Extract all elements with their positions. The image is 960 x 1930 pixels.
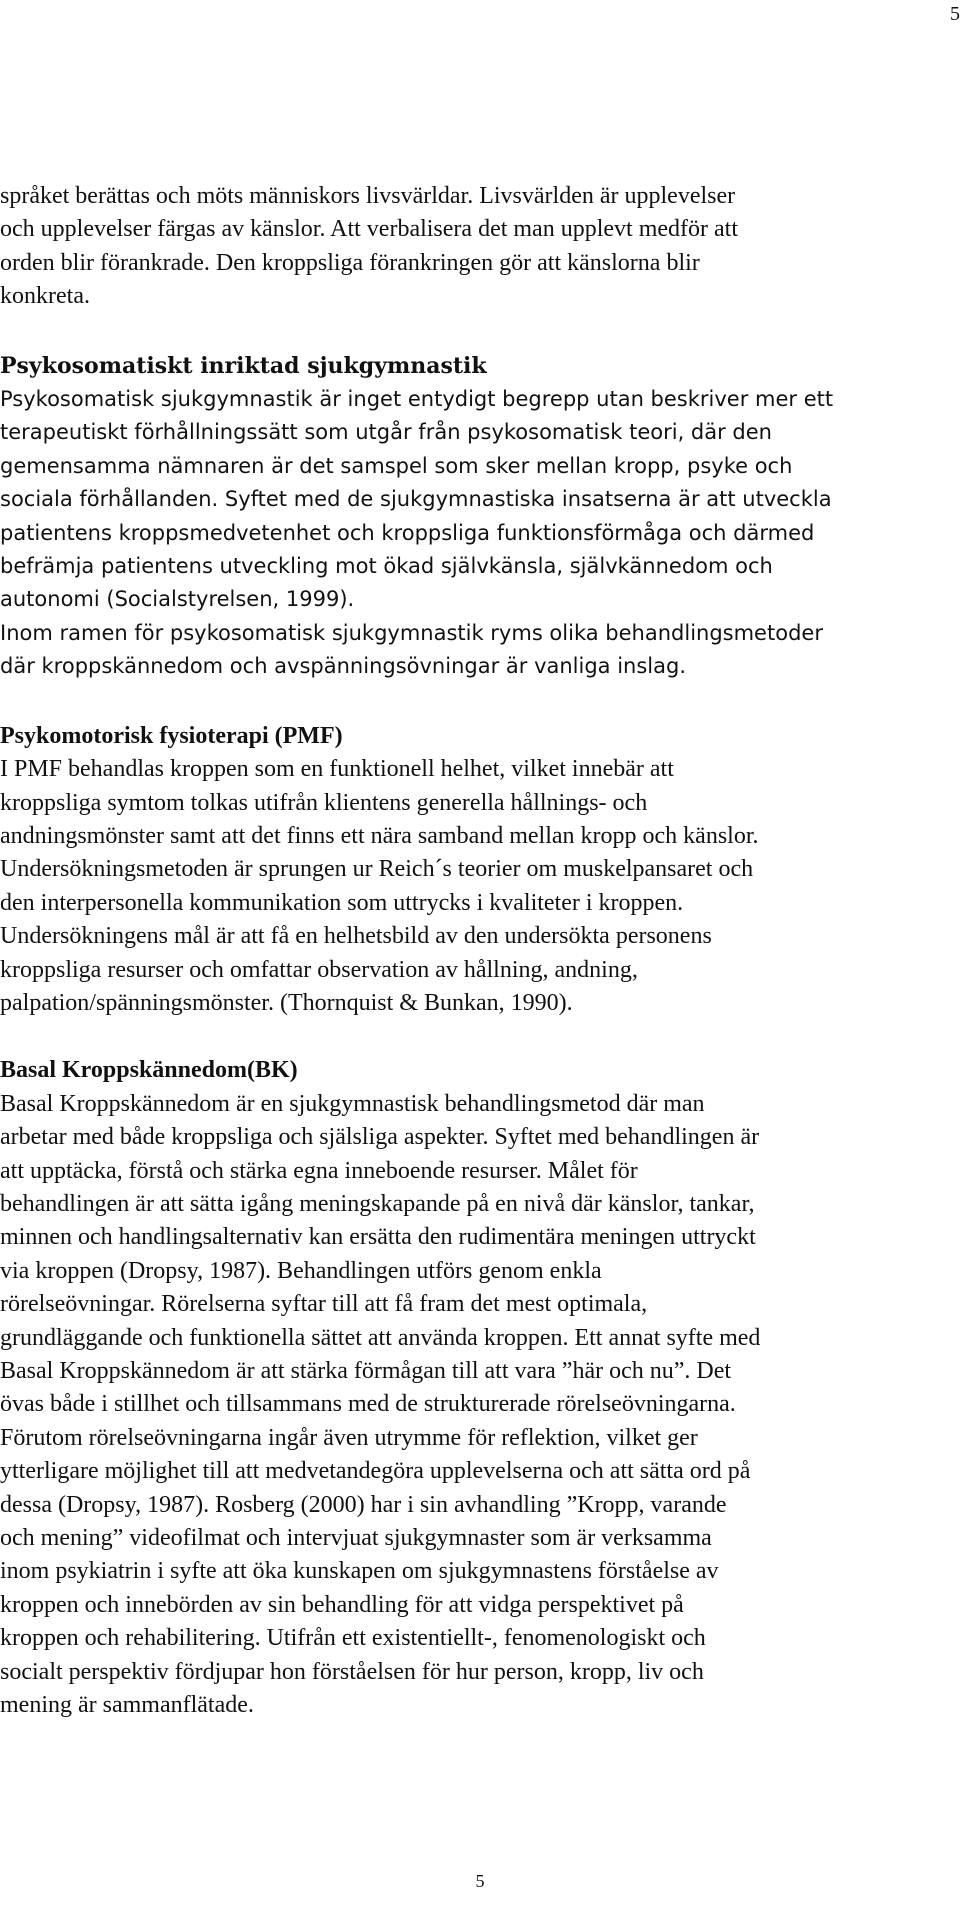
text-line: sociala förhållanden. Syftet med de sjukgymnastiska insatserna är att utveckla [0,487,832,512]
text-line: arbetar med både kroppsliga och själsliga aspekter. Syftet med behandlingen är [0,1124,760,1151]
text-line: Basal Kroppskännedom är att stärka förmågan till att vara ”här och nu”. Det [0,1358,732,1384]
section-heading: Basal Kroppskännedom(BK) [0,1057,298,1084]
text-line: via kroppen (Dropsy, 1987). Behandlingen utförs genom enkla [0,1257,602,1284]
section-spacer [0,1020,955,1054]
text-line: minnen och handlingsalternativ kan ersätta den rudimentära meningen uttryckt [0,1224,756,1251]
section-heading: Psykomotorisk fysioterapi (PMF) [0,722,343,749]
text-line: Undersökningsmetoden är sprungen ur Reich´s teorier om muskelpansaret och [0,856,754,883]
text-line: I PMF behandlas kroppen som en funktionell helhet, vilket innebär att [0,756,674,783]
text-line: andningsmönster samt att det finns ett nära samband mellan kropp och känslor. [0,822,759,849]
text-line: ytterligare möjlighet till att medvetandegöra upplevelserna och att sätta ord på [0,1458,751,1485]
document-body [0,180,955,1722]
text-line: konkreta. [0,283,90,310]
text-line: palpation/spänningsmönster. (Thornquist & Bunkan, 1990). [0,989,573,1016]
text-line: gemensamma nämnaren är det samspel som sker mellan kropp, psyke och [0,453,793,478]
page-number-top: 5 [950,3,960,25]
text-line: dessa (Dropsy, 1987). Rosberg (2000) har i sin avhandling ”Kropp, varande [0,1491,727,1518]
paragraph [0,1088,955,1723]
text-line: orden blir förankrade. Den kroppsliga förankringen gör att känslorna blir [0,249,700,276]
section-spacer [0,314,955,350]
text-line: grundläggande och funktionella sättet att använda kroppen. Ett annat syfte med [0,1324,761,1351]
text-line: den interpersonella kommunikation som uttrycks i kvaliteter i kroppen. [0,889,684,916]
paragraph [0,753,955,1020]
text-line: autonomi (Socialstyrelsen, 1999). [0,587,355,612]
text-line: inom psykiatrin i syfte att öka kunskapen om sjukgymnastens förståelse av [0,1558,719,1585]
paragraph [0,617,955,684]
section-spacer [0,684,955,720]
text-line: rörelseövningar. Rörelserna syftar till att få fram det mest optimala, [0,1291,648,1318]
text-line: att upptäcka, förstå och stärka egna inneboende resurser. Målet för [0,1157,638,1184]
paragraph [0,383,955,617]
text-line: mening är sammanflätade. [0,1692,254,1719]
text-line: kroppsliga symtom tolkas utifrån klientens generella hållnings- och [0,789,648,816]
text-line: kroppen och innebörden av sin behandling för att vidga perspektivet på [0,1591,684,1618]
text-line: kroppsliga resurser och omfattar observation av hållning, andning, [0,956,638,983]
section-pmf [0,720,955,1021]
text-line: och mening” videofilmat och intervjuat sjukgymnaster som är verksamma [0,1525,712,1552]
intro-paragraph [0,180,955,314]
text-line: behandlingen är att sätta igång meningskapande på en nivå där känslor, tankar, [0,1190,755,1217]
text-line: där kroppskännedom och avspänningsövningar är vanliga inslag. [0,654,687,679]
text-line: patientens kroppsmedvetenhet och kroppsliga funktionsförmåga och därmed [0,520,815,545]
text-line: terapeutiskt förhållningssätt som utgår från psykosomatisk teori, där den [0,420,772,445]
section-heading: Psykosomatiskt inriktad sjukgymnastik [0,352,487,379]
text-line: Undersökningens mål är att få en helhetsbild av den undersökta personens [0,923,712,950]
page-number-bottom: 5 [475,1871,485,1891]
text-line: övas både i stillhet och tillsammans med de strukturerade rörelseövningarna. [0,1391,736,1418]
text-line: språket berättas och möts människors livsvärldar. Livsvärlden är upplevelser [0,183,736,209]
section-basal-kroppskannedom [0,1054,955,1722]
text-line: befrämja patientens utveckling mot ökad självkänsla, självkännedom och [0,554,773,579]
text-line: socialt perspektiv fördjupar hon förståelsen för hur person, kropp, liv och [0,1658,704,1685]
text-line: kroppen och rehabilitering. Utifrån ett existentiellt-, fenomenologiskt och [0,1625,706,1652]
section-psykosomatisk [0,350,955,684]
text-line: Psykosomatisk sjukgymnastik är inget entydigt begrepp utan beskriver mer ett [0,387,834,412]
text-line: Inom ramen för psykosomatisk sjukgymnastik ryms olika behandlingsmetoder [0,620,823,645]
text-line: och upplevelser färgas av känslor. Att verbalisera det man upplevt medför att [0,216,738,243]
text-line: Basal Kroppskännedom är en sjukgymnastisk behandlingsmetod där man [0,1090,705,1117]
text-line: Förutom rörelseövningarna ingår även utrymme för reflektion, vilket ger [0,1424,698,1451]
